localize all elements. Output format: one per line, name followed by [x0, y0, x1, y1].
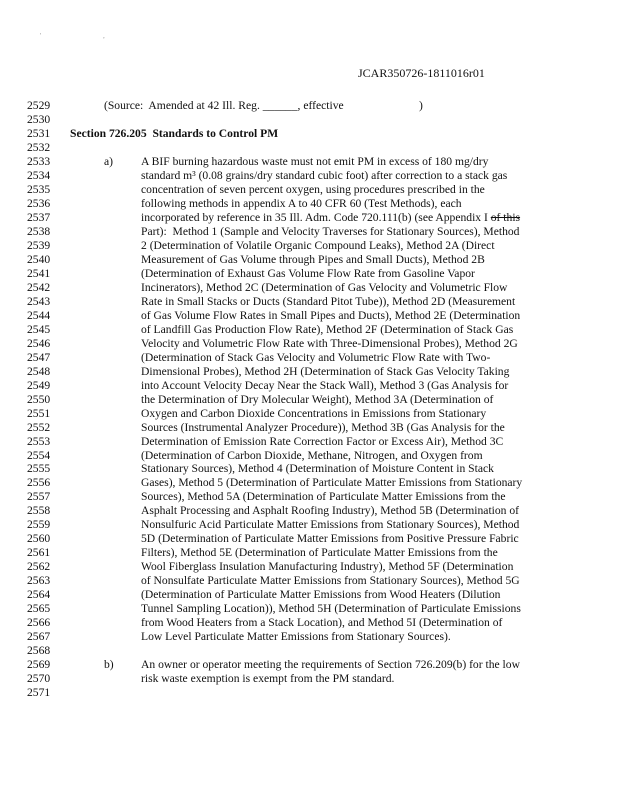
line-number: 2547: [27, 350, 51, 364]
line-number: 2531: [27, 126, 51, 140]
line-number: 2543: [27, 294, 51, 308]
text: An owner or operator meeting the requirements of Section 726.209(b) for the low: [141, 658, 520, 672]
text: following methods in appendix A to 40 CFR 60 (Test Methods), each: [141, 196, 462, 210]
text: Part): Method 1 (Sample and Velocity Traverses for Stationary Sources), Method: [141, 224, 520, 238]
line-text: [141, 546, 498, 560]
line-text: [141, 239, 495, 253]
line-text: [141, 518, 519, 532]
line-number: 2530: [27, 112, 51, 126]
text: Gases), Method 5 (Determination of Particulate Matter Emissions from Stationary: [141, 476, 523, 490]
line-number: 2558: [27, 504, 51, 518]
line-number: 2570: [27, 672, 51, 686]
text: Measurement of Gas Volume through Pipes and Small Ducts), Method 2B: [141, 252, 485, 266]
text: (Source: Amended at 42 Ill. Reg. ______, effective ): [104, 99, 423, 112]
text: Velocity and Volumetric Flow Rate with Three-Dimensional Probes), Method 2G: [141, 336, 518, 350]
text: Determination of Emission Rate Correction Factor or Excess Air), Method 3C: [141, 434, 504, 448]
line-number: 2534: [27, 168, 51, 182]
line-number: 2563: [27, 574, 51, 588]
text: (Determination of Exhaust Gas Volume Flow Rate from Gasoline Vapor: [141, 266, 475, 280]
line-text: [141, 323, 513, 337]
line-number: 2568: [27, 644, 51, 658]
line-number: 2538: [27, 224, 51, 238]
line-text: [141, 672, 394, 686]
line-text: [141, 197, 462, 211]
text: 5D (Determination of Particulate Matter Emissions from Positive Pressure Fabric: [141, 532, 519, 546]
line-text: [141, 658, 520, 672]
line-text: [141, 407, 486, 421]
text: Oxygen and Carbon Dioxide Concentrations in Emissions from Stationary: [141, 406, 487, 420]
text: incorporated by reference in 35 Ill. Adm. Code 720.111(b) (see Appendix I: [141, 210, 491, 224]
line-number: 2539: [27, 238, 51, 252]
text: from Wood Heaters from a Stack Location), and Method 5I (Determination of: [141, 616, 503, 630]
line-number: 2548: [27, 364, 51, 378]
line-text: [141, 295, 515, 309]
line-number: 2555: [27, 462, 51, 476]
line-number: 2556: [27, 476, 51, 490]
line-number: 2554: [27, 448, 51, 462]
line-text: [141, 351, 490, 365]
line-text: [141, 393, 493, 407]
line-text: [141, 253, 485, 267]
line-text: [141, 281, 507, 295]
text: 2 (Determination of Volatile Organic Compound Leaks), Method 2A (Direct: [141, 238, 495, 252]
line-text: [141, 169, 507, 183]
line-number: 2546: [27, 336, 51, 350]
line-text: [141, 504, 519, 518]
text: Asphalt Processing and Asphalt Roofing Industry), Method 5B (Determination of: [141, 504, 520, 518]
line-text: [141, 588, 500, 602]
text: of Nonsulfate Particulate Matter Emissions from Stationary Sources), Method 5G: [141, 574, 520, 588]
line-number: 2551: [27, 406, 51, 420]
line-text: [141, 449, 483, 463]
line-number: 2542: [27, 280, 51, 294]
document-id: JCAR350726-1811016r01: [358, 66, 485, 80]
line-number: 2535: [27, 182, 51, 196]
line-text: [141, 365, 509, 379]
text: Filters), Method 5E (Determination of Particulate Matter Emissions from the: [141, 546, 498, 560]
line-number: 2536: [27, 196, 51, 210]
text: of Landfill Gas Production Flow Rate), Method 2F (Determination of Stack Gas: [141, 322, 514, 336]
text: (Determination of Carbon Dioxide, Methane, Nitrogen, and Oxygen from: [141, 448, 483, 462]
line-number: 2562: [27, 560, 51, 574]
line-text: [141, 490, 505, 504]
text: (Determination of Particulate Matter Emissions from Wood Heaters (Dilution: [141, 588, 501, 602]
line-text: [141, 616, 502, 630]
text: standard m³ (0.08 grains/dry standard cubic foot) after correction to a stack gas: [141, 168, 508, 182]
line-number: 2540: [27, 252, 51, 266]
text: concentration of seven percent oxygen, using procedures prescribed in the: [141, 182, 485, 196]
line-text: [141, 421, 505, 435]
line-number: 2532: [27, 140, 51, 154]
line-number: 2571: [27, 686, 51, 700]
line-number: 2552: [27, 420, 51, 434]
line-number: 2529: [27, 99, 51, 112]
line-text: [141, 309, 520, 323]
text: Sources), Method 5A (Determination of Particulate Matter Emissions from the: [141, 490, 506, 504]
line-number: 2564: [27, 588, 51, 602]
line-text: [141, 476, 522, 490]
line-text: [141, 267, 475, 281]
text: (Determination of Stack Gas Velocity and Volumetric Flow Rate with Two-: [141, 350, 491, 364]
line-number: 2545: [27, 322, 51, 336]
text: Section 726.205 Standards to Control PM: [70, 126, 279, 140]
line-text: [141, 462, 494, 476]
text: Tunnel Sampling Location)), Method 5H (Determination of Particulate Emissions: [141, 602, 521, 616]
line-text: [141, 602, 521, 616]
line-number: 2553: [27, 434, 51, 448]
text: risk waste exemption is exempt from the PM standard.: [141, 672, 395, 686]
struck-text: of this: [490, 210, 521, 224]
text: Stationary Sources), Method 4 (Determination of Moisture Content in Stack: [141, 462, 494, 476]
subsection-label: a): [104, 154, 114, 168]
line-number: 2567: [27, 630, 51, 644]
line-text: [141, 532, 519, 546]
text: Sources (Instrumental Analyzer Procedure)), Method 3B (Gas Analysis for the: [141, 420, 505, 434]
line-number: 2565: [27, 602, 51, 616]
text: of Gas Volume Flow Rates in Small Pipes and Ducts), Method 2E (Determination: [141, 308, 521, 322]
text: A BIF burning hazardous waste must not emit PM in excess of 180 mg/dry: [141, 154, 489, 168]
scan-marks: ' ,: [40, 32, 135, 40]
line-number: 2541: [27, 266, 51, 280]
line-text: [141, 379, 508, 393]
line-number: 2560: [27, 532, 51, 546]
text: Wool Fiberglass Insulation Manufacturing Industry), Method 5F (Determination: [141, 560, 514, 574]
line-number: 2561: [27, 546, 51, 560]
source-note: [104, 99, 423, 113]
line-number: 2569: [27, 658, 51, 672]
line-number: 2533: [27, 154, 51, 168]
line-number: 2537: [27, 210, 51, 224]
text: Rate in Small Stacks or Ducts (Standard Pitot Tube)), Method 2D (Measurement: [141, 294, 516, 308]
line-text: [141, 574, 520, 588]
line-number: 2557: [27, 490, 51, 504]
text: Incinerators), Method 2C (Determination of Gas Velocity and Volumetric Flow: [141, 280, 508, 294]
line-number: 2550: [27, 392, 51, 406]
line-text: [141, 225, 519, 239]
text: Low Level Particulate Matter Emissions from Stationary Sources).: [141, 630, 451, 644]
section-heading: [70, 127, 278, 141]
text: Dimensional Probes), Method 2H (Determination of Stack Gas Velocity Taking: [141, 364, 510, 378]
line-text: [141, 155, 488, 169]
line-text: [141, 183, 485, 197]
line-text: [141, 337, 518, 351]
subsection-label: b): [104, 658, 114, 672]
text: Nonsulfuric Acid Particulate Matter Emissions from Stationary Sources), Method: [141, 518, 520, 532]
line-text: [141, 560, 513, 574]
line-number: 2544: [27, 308, 51, 322]
line-number: 2559: [27, 518, 51, 532]
text: the Determination of Dry Molecular Weight), Method 3A (Determination of: [141, 392, 494, 406]
line-number: 2566: [27, 616, 51, 630]
line-text: [141, 211, 520, 225]
line-text: [141, 435, 503, 449]
text: into Account Velocity Decay Near the Stack Wall), Method 3 (Gas Analysis for: [141, 378, 509, 392]
line-text: [141, 630, 451, 644]
line-number: 2549: [27, 378, 51, 392]
